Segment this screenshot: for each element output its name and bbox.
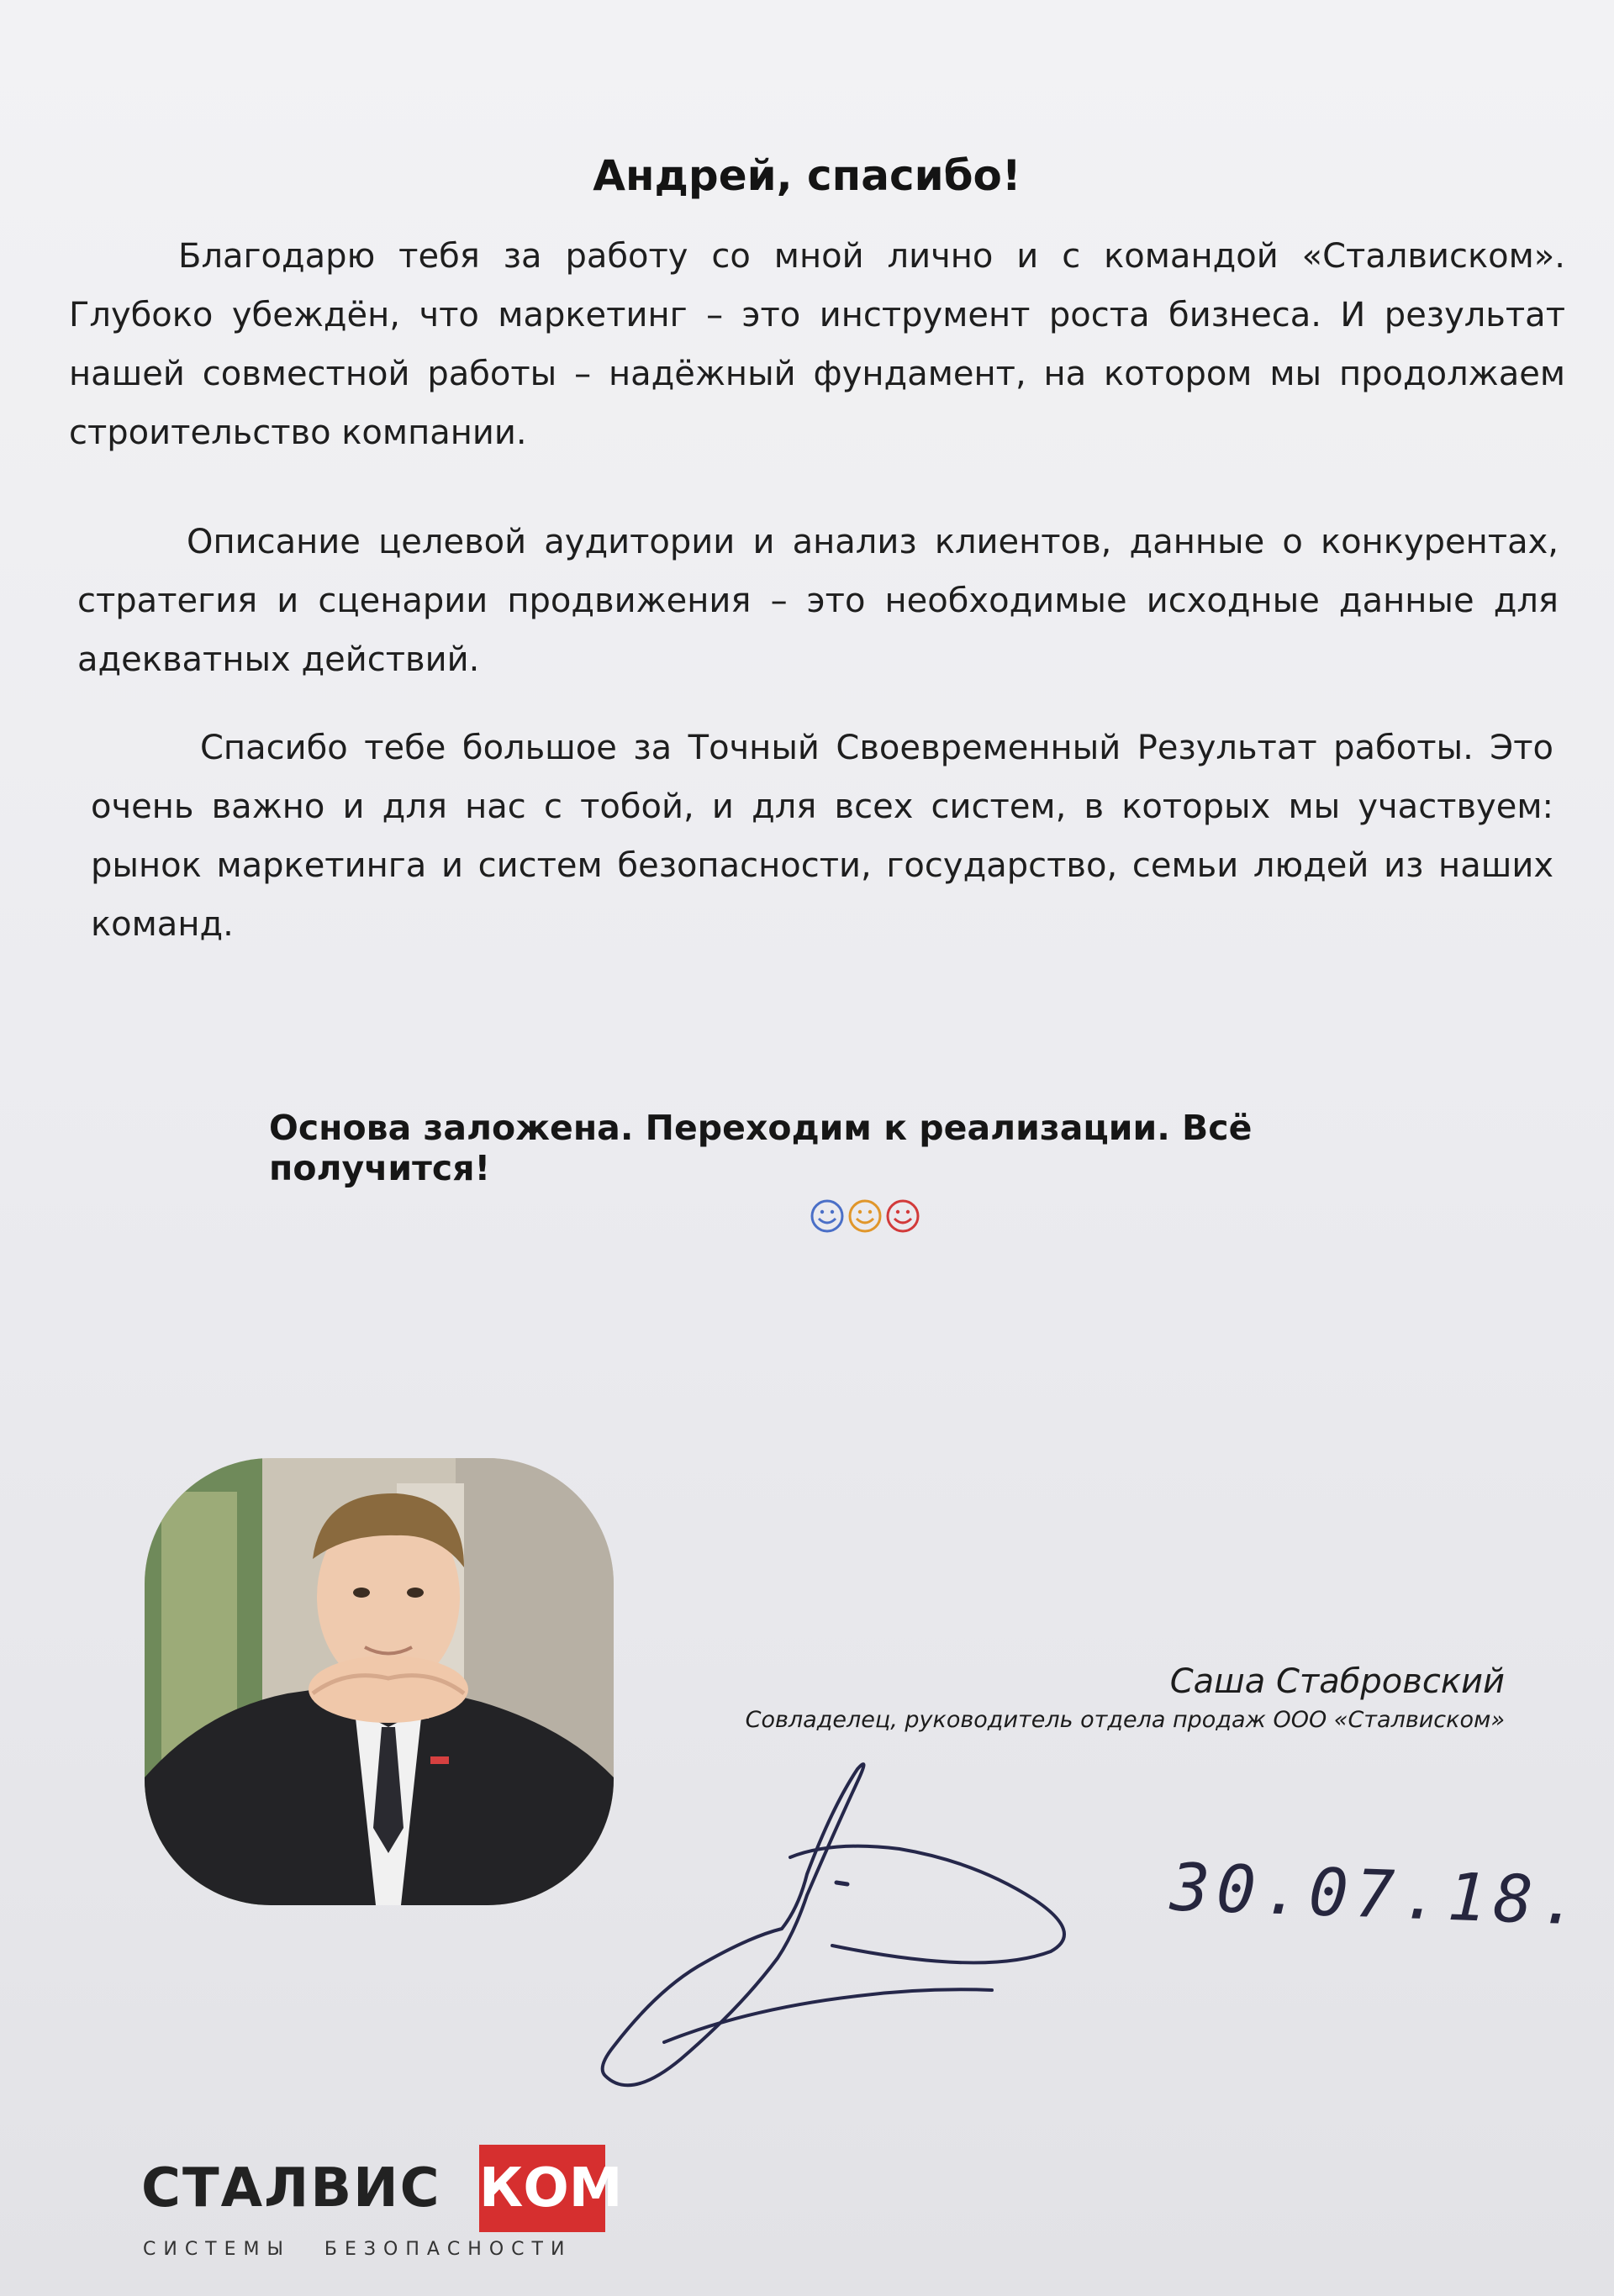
logo-part-2: КОМ [479, 2145, 605, 2232]
signer-role: Совладелец, руководитель отдела продаж ООО «Сталвиском» [745, 1707, 1505, 1733]
signer-photo [145, 1458, 614, 1905]
logo-tagline [143, 2239, 572, 2260]
handwritten-signature [580, 1756, 1152, 2093]
signature-date: 30.07.18. [1168, 1850, 1588, 1941]
logo-tagline-2: БЕЗОПАСНОСТИ [324, 2239, 572, 2260]
paragraph-analysis: Описание целевой аудитории и анализ клиентов, данные о конкурентах, стратегия и сценарии продвижения – это необходимые исходные данные для адекватных действий. [77, 523, 1559, 679]
signer-block [639, 1660, 1505, 1737]
smileys-icon [809, 1197, 926, 1235]
signer-name: Саша Стабровский [1169, 1662, 1505, 1701]
smiley-red-icon [888, 1201, 918, 1231]
smiley-orange-icon [850, 1201, 880, 1231]
letter-title: Андрей, спасибо! [593, 151, 1021, 200]
paragraph-gratitude: Благодарю тебя за работу со мной лично и с командой «Сталвиском». Глубоко убеждён, что маркетинг – это инструмент роста бизнеса. И результат нашей совместной работы – надёжный фундамент, на котором мы продолжаем строительство компании. [69, 237, 1565, 452]
paragraph-result: Спасибо тебе большое за Точный Своевременный Результат работы. Это очень важно и для нас с тобой, и для всех систем, в которых мы участвуем: рынок маркетинга и систем безопасности, государство, семьи людей из наших команд. [91, 729, 1553, 944]
logo-part-1: СТАЛВИС [141, 2157, 441, 2220]
logo-tagline-1: СИСТЕМЫ [143, 2239, 291, 2260]
company-logo [141, 2145, 623, 2260]
smiley-blue-icon [812, 1201, 842, 1231]
motto: Основа заложена. Переходим к реализации. Всё получится! [269, 1108, 1253, 1188]
